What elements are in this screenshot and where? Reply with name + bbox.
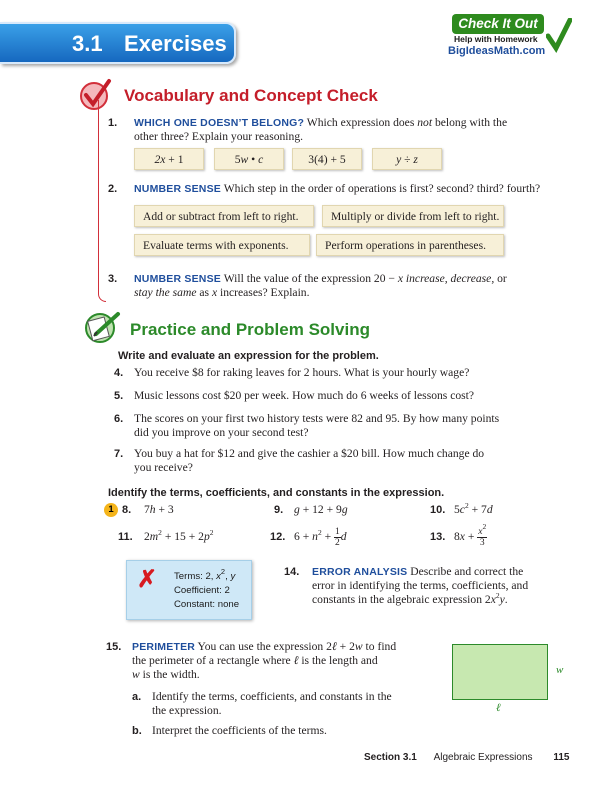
width-label: w (556, 664, 564, 676)
vocab-frame (98, 100, 106, 302)
question-13: 13. 8x + $\frac{x^2}{3}$ (430, 521, 487, 548)
question-8: 8. 7h + 3 (122, 503, 174, 516)
page-footer (364, 752, 569, 763)
q2-option-1: Add or subtract from left to right. (134, 205, 314, 227)
section-tab (0, 22, 236, 64)
question-10: 10. $5c^2 + 7d$ (430, 501, 493, 516)
q2-option-2: Multiply or divide from left to right. (322, 205, 504, 227)
instruction-1: Write and evaluate an expression for the problem. (118, 350, 379, 362)
check-it-out-logo[interactable] (446, 14, 576, 66)
error-terms: Terms: 2, $x^2$, y (174, 567, 236, 582)
logo-subtitle: Help with Homework (454, 34, 538, 44)
red-x-icon: ✗ (137, 566, 158, 593)
question-2: 2. NUMBER SENSE Which step in the order of operations is first? second? third? fourth? (108, 182, 541, 195)
question-9: 9. g + 12 + 9g (274, 503, 348, 516)
question-12: 12. $6 + n^2$ + $\frac{1}{2}$ d (270, 526, 347, 548)
question-1: 1. WHICH ONE DOESN’T BELONG? Which expression does not belong with the other three? Explain your reasoning. (108, 116, 508, 143)
section-number: 3.1 (72, 31, 103, 56)
q2-option-3: Evaluate terms with exponents. (134, 234, 310, 256)
page-number: 115 (553, 752, 570, 763)
error-analysis-box (126, 560, 252, 620)
practice-heading: Practice and Problem Solving (130, 320, 370, 339)
question-6: 6. The scores on your first two history tests were 82 and 95. By how many points did you improve on your second test? (114, 412, 500, 439)
q2-option-4: Perform operations in parentheses. (316, 234, 504, 256)
checkmark-icon (546, 18, 572, 54)
question-11: 11. $2m^2 + 15 + 2p^2$ (118, 528, 214, 543)
length-label: ℓ (496, 702, 501, 714)
logo-title: Check It Out (452, 14, 544, 34)
q1-option-2: 5w • c (214, 148, 284, 170)
section-title: Exercises (124, 31, 227, 56)
footer-title: Algebraic Expressions (433, 752, 533, 763)
error-constant: Constant: none (174, 599, 240, 610)
question-4: 4. You receive $8 for raking leaves for 2 hours. What is your hourly wage? (114, 366, 470, 379)
checkmark-circle-icon (78, 78, 112, 112)
q1-option-4: y ÷ z (372, 148, 442, 170)
question-15: 15. PERIMETER You can use the expression 2ℓ + 2w to find the perimeter of a rectangle where ℓ is the length and w is the width. a. Identify the terms, coefficients, and constants in the the expression. b. Interpret the coefficients of the terms. (106, 640, 397, 737)
q1-option-1: 2x + 1 (134, 148, 204, 170)
question-5: 5. Music lessons cost $20 per week. How much do 6 weeks of lessons cost? (114, 389, 475, 402)
vocab-heading: Vocabulary and Concept Check (124, 86, 378, 105)
question-3: 3. NUMBER SENSE Will the value of the expression 20 − x increase, decrease, or stay the same as x increases? Explain. (108, 272, 507, 299)
question-14: 14. ERROR ANALYSIS Describe and correct the error in identifying the terms, coefficients, and constants in the algebraic expression $2x^2y$. (284, 565, 529, 606)
instruction-2: Identify the terms, coefficients, and constants in the expression. (108, 487, 445, 499)
example-badge[interactable]: 1 (104, 503, 118, 517)
footer-section: Section 3.1 (364, 752, 417, 763)
question-7: 7. You buy a hat for $12 and give the cashier a $20 bill. How much change do you receive? (114, 447, 485, 474)
error-coefficient: Coefficient: 2 (174, 585, 230, 596)
rectangle-figure (452, 644, 548, 700)
q1-option-3: 3(4) + 5 (292, 148, 362, 170)
notebook-pencil-icon (82, 310, 122, 344)
logo-site: BigIdeasMath.com (448, 45, 546, 57)
